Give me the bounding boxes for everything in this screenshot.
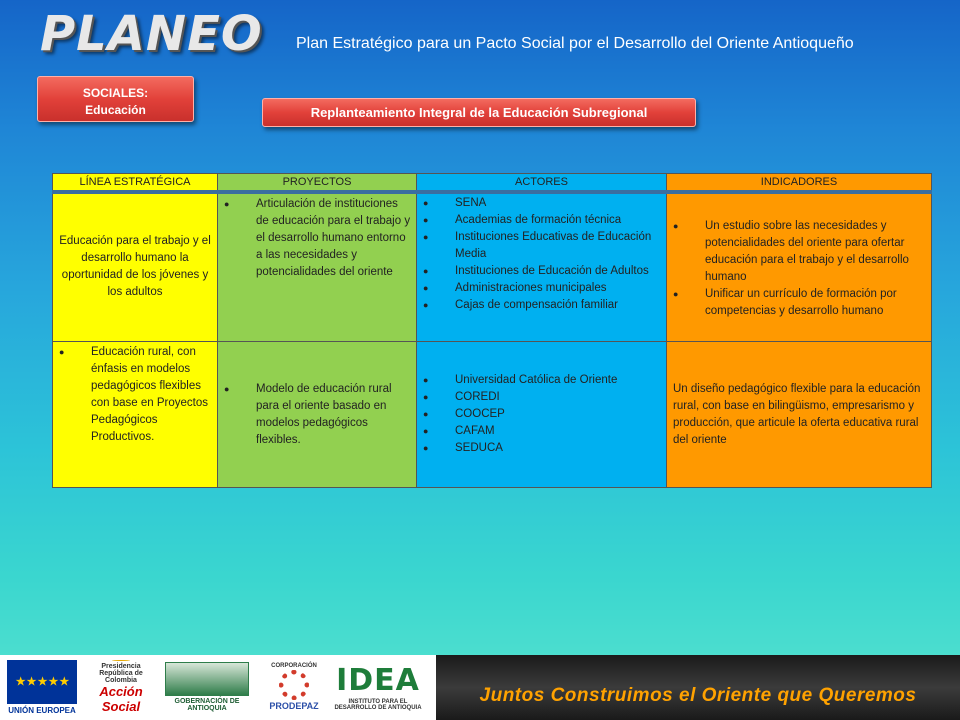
- indicadores-cell: [667, 192, 932, 342]
- prodepaz-top: CORPORACIÓN: [271, 663, 317, 669]
- header-proyectos: PROYECTOS: [218, 174, 417, 192]
- indicadores-cell: Un diseño pedagógico flexible para la educación rural, con base en bilingüismo, empresarismo y producción, que articule la oferta educativa rural del oriente: [667, 342, 932, 488]
- strategy-table: [52, 173, 932, 488]
- header-linea-estrategica: LÍNEA ESTRATÉGICA: [53, 174, 218, 192]
- footer-bar: [0, 655, 960, 720]
- list-item: ● COREDI: [417, 389, 662, 406]
- prodepaz-ring-icon: [279, 670, 309, 700]
- accion-social-name: Acción Social: [99, 684, 143, 714]
- list-item: ● Academias de formación técnica: [417, 212, 662, 229]
- idea-logo: [330, 660, 426, 714]
- list-item: ● COOCEP: [417, 406, 662, 423]
- sociales-label: SOCIALES:: [82, 86, 149, 100]
- eu-flag-icon: ★ ★ ★ ★ ★: [7, 660, 77, 704]
- gobernacion-label: GOBERNACIÓN DE ANTIOQUIA: [174, 698, 240, 712]
- linea-cell: Educación para el trabajo y el desarrollo humano la oportunidad de los jóvenes y los adultos: [53, 192, 218, 342]
- table-row: [53, 192, 932, 342]
- table-row: [53, 342, 932, 488]
- list-item: ● SENA: [417, 195, 662, 212]
- topic-banner: Replanteamiento Integral de la Educación Subregional: [262, 98, 696, 127]
- linea-cell: [53, 342, 218, 488]
- accion-social-logo: [92, 660, 150, 714]
- slogan-banner: Juntos Construimos el Oriente que Queremos: [436, 655, 960, 720]
- idea-sub: INSTITUTO PARA EL DESARROLLO DE ANTIOQUIA: [334, 699, 422, 711]
- list-item: ● Instituciones de Educación de Adultos: [417, 263, 662, 280]
- prodepaz-name: PRODEPAZ: [269, 701, 319, 711]
- list-item: ● CAFAM: [417, 423, 662, 440]
- proyectos-cell: [218, 192, 417, 342]
- eu-logo: [6, 660, 78, 714]
- idea-name: IDEA: [336, 663, 420, 698]
- accion-social-top: Presidencia República de Colombia: [99, 663, 143, 684]
- list-item: ● SEDUCA: [417, 440, 662, 457]
- gobernacion-emblem-icon: [165, 662, 249, 696]
- proyectos-cell: [218, 342, 417, 488]
- eu-label: UNIÓN EUROPEA: [8, 705, 76, 715]
- header-indicadores: INDICADORES: [667, 174, 932, 192]
- list-item: ● Modelo de educación rural para el oriente basado en modelos pedagógicos flexibles.: [218, 381, 408, 449]
- list-item: ● Cajas de compensación familiar: [417, 297, 662, 314]
- list-item: ● Administraciones municipales: [417, 280, 662, 297]
- planeo-logo-title: PLANEO: [40, 6, 263, 62]
- list-item: ● Articulación de instituciones de educación para el trabajo y el desarrollo humano entorno a las necesidades y potencialidades del oriente: [218, 196, 412, 281]
- list-item: ● Universidad Católica de Oriente: [417, 372, 662, 389]
- list-item: ● Educación rural, con énfasis en modelos pedagógicos flexibles con base en Proyectos Pedagógicos Productivos.: [53, 344, 211, 446]
- list-item: ● Unificar un currículo de formación por competencias y desarrollo humano: [667, 286, 923, 320]
- table-header-row: [53, 174, 932, 192]
- plan-subtitle: Plan Estratégico para un Pacto Social por el Desarrollo del Oriente Antioqueño: [296, 35, 854, 52]
- actores-cell: [417, 342, 667, 488]
- header-actores: ACTORES: [417, 174, 667, 192]
- list-item: ● Un estudio sobre las necesidades y potencialidades del oriente para ofertar educación para el trabajo y el desarrollo humano: [667, 218, 923, 286]
- colombia-crest-icon: [112, 660, 130, 661]
- prodepaz-logo: [268, 660, 320, 714]
- educacion-label: Educación: [85, 103, 146, 117]
- actores-cell: [417, 192, 667, 342]
- sociales-badge: [37, 76, 194, 122]
- gobernacion-logo: [164, 660, 250, 714]
- list-item: ● Instituciones Educativas de Educación Media: [417, 229, 662, 263]
